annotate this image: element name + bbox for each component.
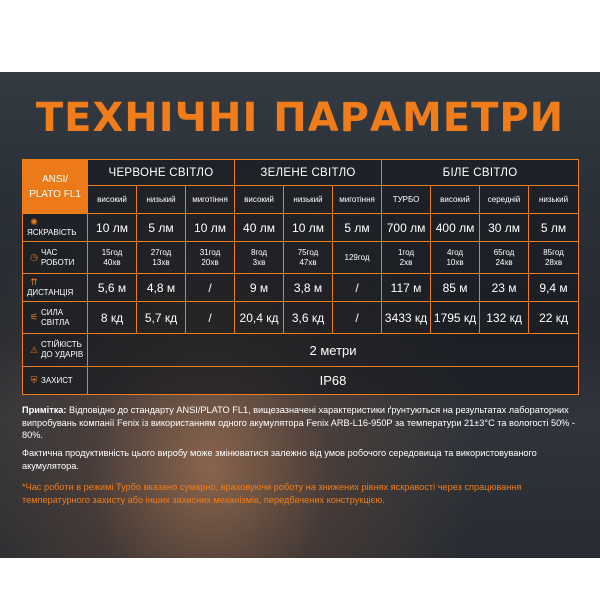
mode-white-low: низький [529,186,579,214]
note-label: Примітка: [22,405,67,415]
runtime-value: 31год 20хв [186,242,235,274]
runtime-value: 75год 47хв [284,242,333,274]
intensity-value: 5,7 кд [137,302,186,334]
bottom-margin [0,558,600,600]
distance-icon: ⇈ [30,277,38,287]
intensity-value: 20,4 кд [235,302,284,334]
runtime-row [23,242,579,274]
intensity-value: 132 кд [480,302,529,334]
row-label-impact: ⚠ СТІЙКІСТЬ ДО УДАРІВ [23,334,88,367]
intensity-value: / [333,302,382,334]
brightness-icon: ✺ [30,217,38,227]
mode-white-medium: середній [480,186,529,214]
intensity-value: / [186,302,235,334]
runtime-value: 85год 28хв [529,242,579,274]
brightness-value: 10 лм [284,214,333,242]
turbo-footnote: *Час роботи в режимі Турбо вказано сумарно, враховуючи роботу на знижених рівнях яскравості через спрацювання температурного захисту або інших захисних механізмів, передбачених конструкцією. [22,482,522,505]
protection-value: IP68 [88,367,579,395]
distance-value: / [186,274,235,302]
brightness-value: 400 лм [431,214,480,242]
mode-green-high: високий [235,186,284,214]
runtime-value: 4год 10хв [431,242,480,274]
brightness-value: 5 лм [333,214,382,242]
distance-row [23,274,579,302]
impact-row [23,334,579,367]
row-label-protection: ⛨ ЗАХИСТ [23,367,88,395]
brightness-value: 30 лм [480,214,529,242]
mode-header-row [23,186,579,214]
row-label-distance: ⇈ДИСТАНЦІЯ [23,274,88,302]
group-green: ЗЕЛЕНЕ СВІТЛО [235,160,382,186]
distance-value: 4,8 м [137,274,186,302]
mode-red-low: низький [137,186,186,214]
distance-value: 117 м [382,274,431,302]
standard-label-line1: ANSI/ [41,173,69,185]
standard-cell [23,160,88,214]
clock-icon: ◷ [30,252,38,262]
intensity-row [23,302,579,334]
distance-value: 5,6 м [88,274,137,302]
mode-green-flash: миготіння [333,186,382,214]
mode-white-high: високий [431,186,480,214]
distance-value: / [333,274,382,302]
brightness-value: 700 лм [382,214,431,242]
intensity-value: 3,6 кд [284,302,333,334]
standard-label-line2: PLATO FL1 [29,188,81,200]
brightness-value: 5 лм [529,214,579,242]
runtime-value: 1год 2хв [382,242,431,274]
intensity-value: 3433 кд [382,302,431,334]
protection-row [23,367,579,395]
distance-value: 23 м [480,274,529,302]
brightness-value: 10 лм [88,214,137,242]
group-header-row [23,160,579,186]
top-margin [0,0,600,72]
distance-value: 9 м [235,274,284,302]
spec-table [22,159,579,395]
page-title: ТЕХНІЧНІ ПАРАМЕТРИ [35,95,565,141]
runtime-value: 65год 24хв [480,242,529,274]
intensity-icon: ⚟ [29,312,39,322]
group-white: БІЛЕ СВІТЛО [382,160,579,186]
distance-value: 9,4 м [529,274,579,302]
intensity-value: 22 кд [529,302,579,334]
mode-red-flash: миготіння [186,186,235,214]
distance-value: 3,8 м [284,274,333,302]
brightness-value: 40 лм [235,214,284,242]
mode-green-low: низький [284,186,333,214]
intensity-value: 1795 кд [431,302,480,334]
impact-value: 2 метри [88,334,579,367]
brightness-value: 10 лм [186,214,235,242]
intensity-value: 8 кд [88,302,137,334]
note-text: Відповідно до стандарту ANSI/PLATO FL1, вищезазначені характеристики ґрунтуються на результатах лабораторних випробувань компанії Fenix із використанням одного акумулятора Fenix ARB-L16-950P за температури 21±3°C та вологості 50% - 80%. [22,405,575,440]
mode-white-turbo: ТУРБО [382,186,431,214]
row-label-brightness: ✺ЯСКРАВІСТЬ [23,214,88,242]
runtime-value: 8год 3хв [235,242,284,274]
row-label-runtime: ◷ ЧАС РОБОТИ [23,242,88,274]
brightness-value: 5 лм [137,214,186,242]
impact-icon: ⚠ [29,344,39,355]
row-label-intensity: ⚟ СИЛА СВІТЛА [23,302,88,334]
brightness-row [23,214,579,242]
runtime-value: 129год [333,242,382,274]
runtime-value: 15год 40хв [88,242,137,274]
runtime-value: 27год 13хв [137,242,186,274]
shield-icon: ⛨ [30,375,38,385]
distance-value: 85 м [431,274,480,302]
note-paragraph [22,404,582,442]
group-red: ЧЕРВОНЕ СВІТЛО [88,160,235,186]
mode-red-high: високий [88,186,137,214]
performance-note: Фактична продуктивність цього виробу може змінюватися залежно від умов робочого середовища та використовуваного акумулятора. [22,448,537,471]
